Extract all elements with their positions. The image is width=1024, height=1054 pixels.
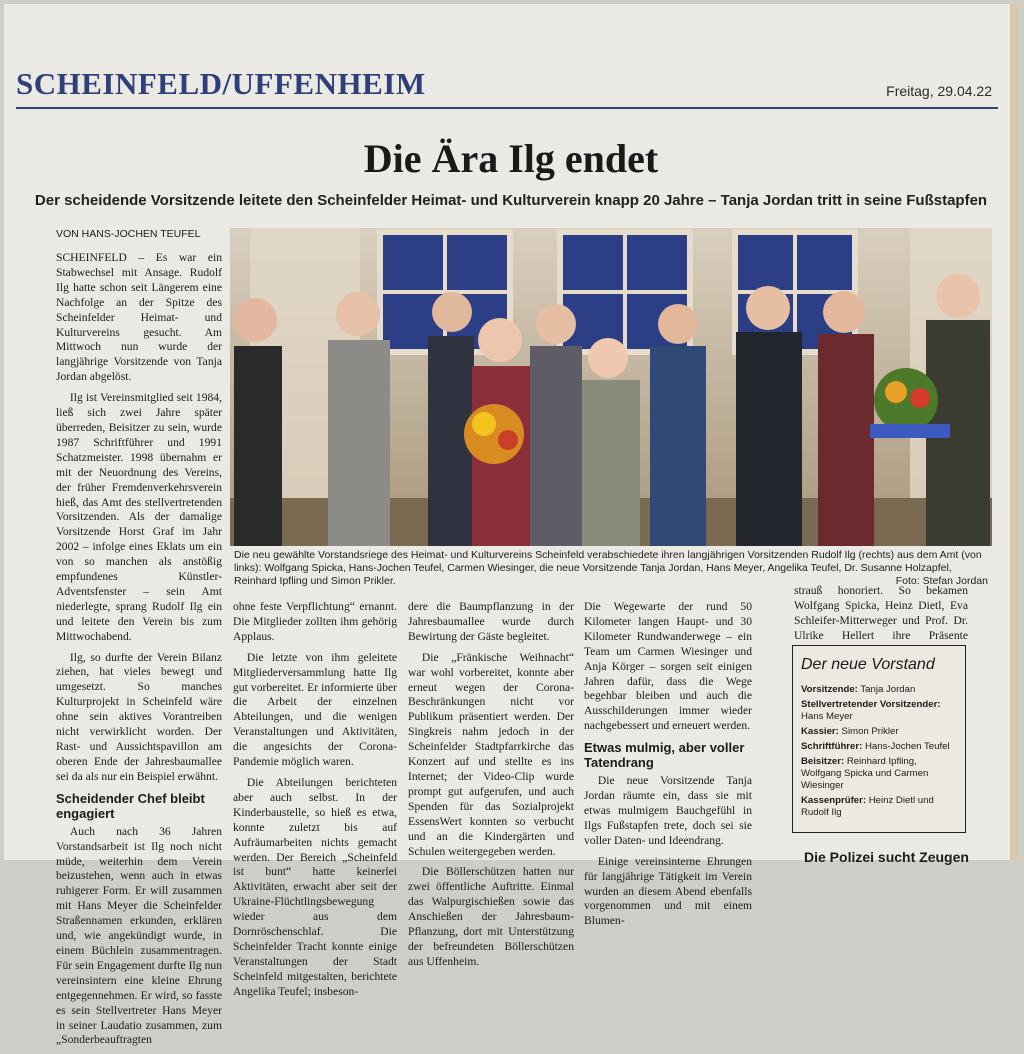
section-title: SCHEINFELD/UFFENHEIM [16, 66, 426, 101]
vorstand-role: Beisitzer: [801, 756, 845, 767]
paragraph: dere die Baumpflanzung in der Jahresbaumallee wurde durch Bewirtung der Gäste begleitet. [408, 600, 574, 643]
vorstand-person: Reinhard Ipfling, Wolfgang Spicka und Carmen Wiesinger [801, 756, 929, 791]
subheading: Etwas mulmig, aber voller Tatendrang [584, 740, 745, 771]
paragraph: Ilg, so durfte der Verein Bilanz ziehen, hat vieles bewegt und umgesetzt. So manches Kulturprojekt in Scheinfeld wäre ohne sein aktives Vorantreiben nicht verwirklicht worden. Der Rast- und Aussichtspavillon am oberen Ende der Jahresbaumallee sei da als nur ein Beispiel erwähnt. [56, 650, 222, 783]
photo-caption [234, 549, 988, 588]
next-article-teaser: Die Polizei sucht Zeugen [804, 849, 969, 865]
vorstand-role: Kassier: [801, 726, 839, 737]
article-column-4 [584, 600, 752, 935]
vorstand-entry [801, 756, 959, 792]
vorstand-person: Heinz Dietl und Rudolf Ilg [801, 795, 934, 818]
vorstand-person: Hans-Jochen Teufel [864, 741, 950, 752]
paragraph: Die neue Vorsitzende Tanja Jordan räumte ein, dass sie mit etwas mulmigem Bauchgefühl in Ilgs Fußstapfen trete, doch sei sie voller Daten- und Ideendrang. [584, 774, 752, 847]
issue-date: Freitag, 29.04.22 [886, 83, 992, 99]
paragraph: Einige vereinsinterne Ehrungen für langjährige Tätigkeit im Verein wurden an diesem Abend ebenfalls vorgenommen und mit einem Blumen- [584, 854, 752, 928]
paragraph: Ilg ist Vereinsmitglied seit 1984, ließ sich zwei Jahre später überreden, Beisitzer zu sein, wurde 1987 Schriftführer und 1991 Schatzmeister. 1998 übernahm er mit der Neuordnung des Vereins, der früher Fremdenverkehrsverein hieß, das Amt des stellvertretenden Vorsitzenden. Als der damalige Vorsitzende Horst Graf im Jahr 2002 – infolge eines Eklats um ein von so manchen als anstößig empfundenes Künstler-Adventsfenster – sein Amt niederlegte, sprang Rudolf Ilg ein und leitete den Verein bis zum Mittwochabend. [56, 391, 222, 643]
newspaper-page [4, 4, 1018, 1047]
vorstand-entry [801, 699, 959, 723]
article-column-1 [56, 251, 222, 1054]
vorstand-person: Simon Prikler [841, 726, 899, 737]
group-photo-illustration [230, 228, 992, 546]
byline: VON HANS-JOCHEN TEUFEL [56, 228, 201, 240]
page-edge [1010, 4, 1018, 860]
vorstand-title: Der neue Vorstand [801, 656, 935, 673]
headline: Die Ära Ilg endet [363, 136, 659, 181]
group-photo [230, 228, 992, 546]
article-column-2 [233, 600, 397, 1006]
paragraph: Die letzte von ihm geleitete Mitgliederversammlung hatte Ilg gut vorbereitet. Er informierte über die Arbeit der einzelnen Abteilungen, und die wenigen Veranstaltungen und Aktivitäten, die angesichts der Corona-Pandemie möglich waren. [233, 650, 397, 769]
vorstand-person: Tanja Jordan [860, 684, 916, 695]
subheading: Scheidender Chef bleibt engagiert [56, 790, 205, 821]
paragraph: ohne feste Verpflichtung“ ernannt. Die Mitglieder zollten ihm gehörig Applaus. [233, 600, 397, 643]
vorstand-person: Hans Meyer [801, 711, 853, 722]
vorstand-role: Stellvertretender Vorsitzender: [801, 699, 941, 710]
article-column-3 [408, 600, 574, 976]
paragraph: SCHEINFELD – Es war ein Stabwechsel mit Ansage. Rudolf Ilg hatte schon seit Längerem eine Nachfolge an der Spitze des Scheinfelder Heimat- und Kulturvereins gesucht. Am Mittwoch nun wurde der langjährige Vorsitzende von Tanja Jordan abgelöst. [56, 251, 222, 384]
header-rule [16, 107, 998, 109]
subheadline: Der scheidende Vorsitzende leitete den Scheinfelder Heimat- und Kulturverein knapp 20 Jahre – Tanja Jordan tritt in seine Fußstapfen [34, 192, 988, 209]
paragraph: Die Böllerschützen hatten nur zwei öffentliche Auftritte. Einmal das Walpurgischießen sowie das Anschießen der Jahresbaum-Pflanzung, dort mit Unterstützung der befreundeten Böllerschützen aus Uffenheim. [408, 865, 574, 968]
vorstand-entry [801, 741, 959, 753]
vorstand-info-box [792, 645, 966, 833]
paragraph: Die Abteilungen berichteten aber auch selbst. In der Kinderbaustelle, so hieß es etwa, konnte zuletzt bis auf Aufräumarbeiten nichts gemacht werden. Der Bereich „Scheinfeld ist bunt“ hatte keinerlei Aktivitäten, erwacht aber seit der Ukraine-Flüchtlingsbewegung wieder aus dem Dornröschenschlaf. Die Scheinfelder Tracht konnte einige Veranstaltungen der Stadt Scheinfeld mitgestalten, berichtete Angelika Teufel; insbeson- [233, 775, 397, 998]
photo-credit: Foto: Stefan Jordan [895, 575, 988, 587]
paragraph: Die Wegewarte der rund 50 Kilometer langen Haupt- und 30 Kilometer Rundwanderwege – ein Team um Carmen Wiesinger und Anja Körger – sorgen seit einigen Jahren dafür, dass die Wege begehbar bleiben und auch die Ausschilderungen immer wieder nachgebessert und erneuert werden. [584, 600, 752, 733]
vorstand-entry [801, 684, 959, 696]
vorstand-role: Schriftführer: [801, 741, 863, 752]
paragraph: Die „Fränkische Weihnacht“ war wohl vorbereitet, konnte aber erneut wegen der Corona-Beschränkungen nicht vor Publikum präsentiert werden. Der Singkreis nahm jedoch in der Scheinfelder Stadtpfarrkirche das Konzert auf und stellte es ins Internet; der Video-Clip wurde prompt gut aufgerufen, und auch Spenden für das Sozialprojekt EssensWert konnten so verbucht und an die Kindergärten und Schulen weitergegeben werden. [408, 650, 574, 858]
vorstand-entry [801, 795, 959, 819]
paragraph: Auch nach 36 Jahren Vorstandsarbeit ist Ilg noch nicht müde, weiterhin dem Verein beizustehen, wenn auch in etwas ruhigerer Form. Er will zusammen mit Hans Meyer die Scheinfelder Straßennamen erkunden, erklären und, wie angekündigt wurde, in einem Büchlein zusammentragen. Für sein Engagement durfte Ilg nun vereinsintern eine kleine Ehrung entgegennehmen. Er wird, so fasste es sein Stellvertreter Hans Meyer in seiner Laudatio zusammen, zum „Sonderbeauftragten [56, 824, 222, 1047]
vorstand-role: Kassenprüfer: [801, 795, 867, 806]
caption-text: Die neu gewählte Vorstandsriege des Heimat- und Kulturvereins Scheinfeld verabschiedete ihren langjährigen Vorsitzenden Rudolf Ilg (rechts) aus dem Amt (von links): Wolfgang Spicka, Hans-Jochen Teufel, Carmen Wiesinger, die neue Vorsitzende Tanja Jordan, Hans Meyer, Angelika Teufel, Dr. Susanne Holzapfel, Reinhard Ipfling und Simon Prikler. [234, 549, 982, 587]
vorstand-entry [801, 726, 959, 738]
vorstand-role: Vorsitzende: [801, 684, 858, 695]
paragraph: strauß honoriert. So bekamen Wolfgang Spicka, Heinz Dietl, Eva Schleifer-Mitterweger und Prof. Dr. Ulrike Hellert ihre Präsente [794, 584, 968, 642]
